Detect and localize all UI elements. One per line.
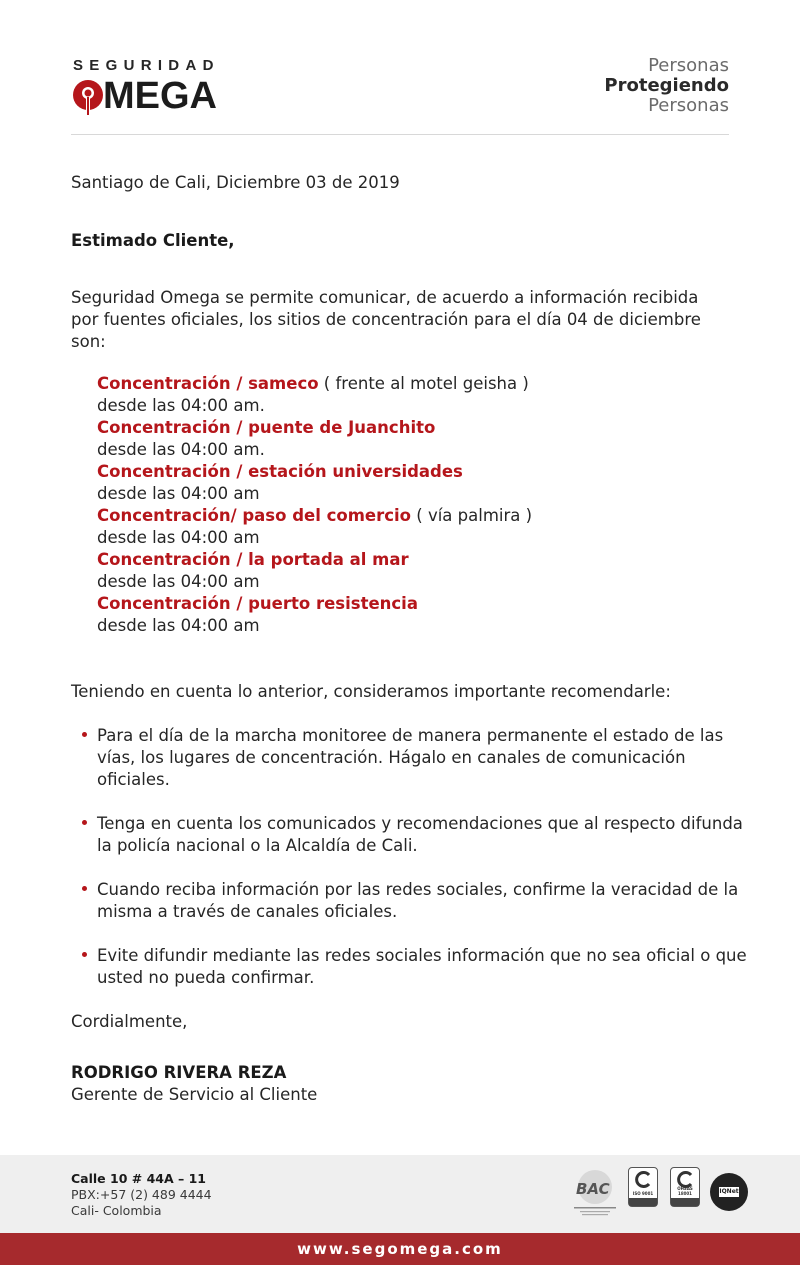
omega-logo-icon [71,79,105,115]
tagline [604,56,729,116]
site-item [97,505,697,549]
site-note: ( vía palmira ) [411,506,533,525]
icontec-band [671,1198,699,1206]
site-item [97,593,697,637]
basc-logo-icon [570,1167,620,1219]
tagline-line-1: Personas [648,55,729,76]
bullet-dot-icon [82,820,87,825]
footer-city: Cali- Colombia [71,1203,162,1218]
site-note: ( frente al motel geisha ) [318,374,529,393]
site-item [97,373,697,417]
signature-name: RODRIGO RIVERA REZA [71,1063,287,1082]
iqnet-label: IQNet [719,1188,739,1195]
bullet-dot-icon [82,732,87,737]
site-name: Concentración/ paso del comercio [97,506,412,525]
footer-street: Calle 10 # 44A – 11 [71,1171,206,1186]
iqnet-badge [710,1173,748,1211]
svg-text:BAC: BAC [576,1180,610,1198]
certifications [570,1165,755,1225]
iso-label: ISO 9001 [632,1191,654,1196]
letter-date: Santiago de Cali, Diciembre 03 de 2019 [71,173,400,192]
site-name: Concentración / puente de Juanchito [97,418,436,437]
bullet-dot-icon [82,886,87,891]
recommendation-text: Cuando reciba información por las redes sociales, confirme la veracidad de la misma a través de canales oficiales. [97,880,739,921]
site-time: desde las 04:00 am [97,484,260,503]
letter-closing: Cordialmente, [71,1012,188,1031]
site-name: Concentración / estación universidades [97,462,463,481]
logo-wordmark: MEGA [103,75,217,117]
letter-intro: Seguridad Omega se permite comunicar, de acuerdo a información recibida por fuentes oficiales, los sitios de concentración para el día 04 de diciembre son: [71,288,701,351]
letter-greeting: Estimado Cliente, [71,231,235,250]
site-name: Concentración / la portada al mar [97,550,409,569]
tagline-line-2: Protegiendo [604,75,729,96]
recommendation-item [80,725,760,791]
concentration-sites-list [97,373,697,637]
footer-address [71,1171,212,1219]
site-item [97,461,697,505]
icontec-band [629,1198,657,1206]
site-time: desde las 04:00 am [97,616,260,635]
company-logo [71,57,241,119]
recommendation-item [80,813,760,857]
site-item [97,417,697,461]
ohsas-label: OHSAS 18001 [677,1186,693,1196]
recommendation-text: Para el día de la marcha monitoree de manera permanente el estado de las vías, los lugares de concentración. Hágalo en canales de comunicación oficiales. [97,726,724,789]
website-link[interactable]: www.segomega.com [297,1240,503,1258]
signature-title: Gerente de Servicio al Cliente [71,1085,318,1104]
recommendation-text: Tenga en cuenta los comunicados y recomendaciones que al respecto difunda la policía nacional o la Alcaldía de Cali. [97,814,743,855]
recommendation-item [80,879,760,923]
site-name: Concentración / sameco [97,374,319,393]
website-bar [0,1233,800,1265]
footer-phone: PBX:+57 (2) 489 4444 [71,1187,212,1202]
bullet-dot-icon [82,952,87,957]
site-time: desde las 04:00 am [97,528,260,547]
recommendations-lead: Teniendo en cuenta lo anterior, consideramos importante recomendarle: [71,682,671,701]
site-name: Concentración / puerto resistencia [97,594,418,613]
site-time: desde las 04:00 am. [97,396,265,415]
site-time: desde las 04:00 am. [97,440,265,459]
icontec-logo-icon [635,1171,652,1188]
logo-top-text: SEGURIDAD [73,57,220,74]
ohsas-18001-badge [670,1167,700,1207]
site-item [97,549,697,593]
iso-9001-badge [628,1167,658,1207]
site-time: desde las 04:00 am [97,572,260,591]
tagline-line-3: Personas [648,95,729,116]
recommendation-text: Evite difundir mediante las redes sociales información que no sea oficial o que usted no pueda confirmar. [97,946,747,987]
footer [0,1155,800,1233]
header-divider [71,134,729,135]
recommendation-item [80,945,760,989]
recommendations-list [80,725,760,1011]
